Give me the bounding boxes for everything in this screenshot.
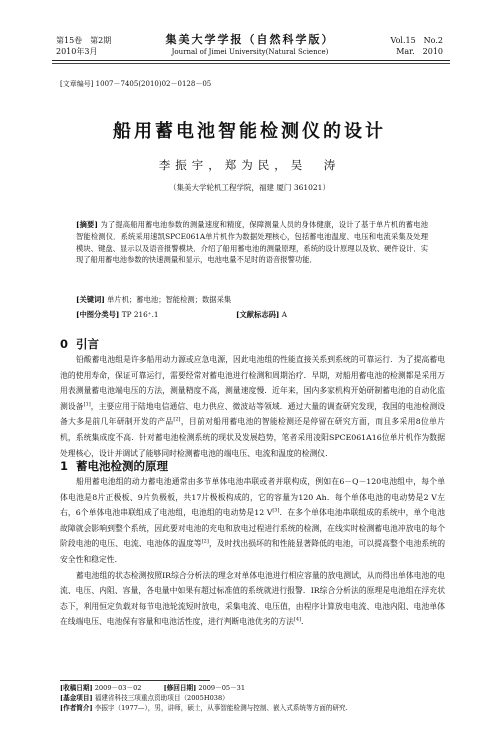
text-run: ． bbox=[301, 617, 309, 627]
section-heading-principle bbox=[60, 458, 168, 474]
keywords-label: [关键词] bbox=[76, 295, 105, 304]
authors: 李振宇，郑为民，吴 涛 bbox=[158, 158, 341, 172]
document-code bbox=[236, 310, 287, 320]
header-rule-thin bbox=[52, 63, 450, 64]
text-run: ．在多个单体电池串联组成的系统中，单个电池故障就会影响到整个系统，因此要对电池的充电和放电过程进行系统的检测，在线实时检测蓄电池冲放电的每个阶段电池的电压、电流、电池体的温度等 bbox=[60, 508, 445, 549]
fund-text: 福建省科技三项重点资助项目（2005H038） bbox=[94, 694, 229, 702]
fund-label: [基金项目] bbox=[60, 694, 93, 702]
journal-header bbox=[130, 33, 370, 57]
journal-title-en: Journal of Jimei University(Natural Science) bbox=[171, 48, 329, 56]
doc-code-value: A bbox=[281, 310, 287, 319]
section-number: 0 bbox=[60, 337, 69, 351]
revised-label: [修回日期] bbox=[163, 684, 197, 692]
keywords bbox=[76, 295, 231, 305]
journal-title-cn: 集美大学学报（自然科学版） bbox=[165, 33, 335, 46]
section-title: 蓄电池检测的原理 bbox=[76, 459, 168, 473]
citation: [3] bbox=[272, 507, 280, 514]
received-label: [收稿日期] bbox=[60, 684, 93, 692]
author-bio-label: [作者简介] bbox=[60, 704, 93, 712]
keywords-text: 单片机；蓄电池；智能检测；数据采集 bbox=[107, 295, 232, 304]
section-heading-intro bbox=[60, 336, 99, 352]
received-date: 2009－03－02 bbox=[94, 684, 142, 692]
footnotes bbox=[60, 683, 445, 713]
citation: [4] bbox=[293, 616, 301, 623]
paragraph bbox=[60, 352, 445, 461]
section-number: 1 bbox=[60, 459, 69, 473]
abstract-text: 为了提高船用蓄电池参数的测量速度和精度，保障测量人员的身体健康，设计了基于单片机的蓄电池智能检测仪．系统采用速凯SPCE061A单片机作为数据处理核心，包括蓄电池温度、电压和电流采集及处理模块、键盘、显示以及语音报警模块．介绍了船用蓄电池的测量原理，系统的设计原理以及软、硬件设计．实现了船用蓄电池参数的快速测量和显示，电池电量不足时的语音报警功能． bbox=[76, 220, 429, 265]
affiliation: （集美大学轮机工程学院，福建 厦门 361021） bbox=[169, 183, 330, 192]
text-run: ，及时找出损坏的和性能显著降低的电池，可以提高整个电池系统的安全性和稳定性． bbox=[60, 539, 446, 564]
header-left bbox=[56, 35, 111, 57]
footnote-rule bbox=[60, 680, 210, 681]
clc-number bbox=[76, 310, 159, 320]
citation: [2] bbox=[173, 416, 181, 423]
footnote-author bbox=[60, 703, 445, 713]
paper-title: 船用蓄电池智能检测仪的设计 bbox=[113, 121, 386, 142]
citation: [2] bbox=[201, 538, 209, 545]
volume-issue-en: Vol.15 No.2 bbox=[390, 36, 443, 45]
intro-body bbox=[60, 352, 445, 461]
date-cn: 2010年3月 bbox=[56, 47, 98, 56]
paragraph bbox=[60, 474, 445, 568]
clc-value: TP 216⁺.1 bbox=[121, 310, 159, 319]
section-title: 引言 bbox=[76, 337, 99, 351]
date-en: Mar. 2010 bbox=[396, 47, 443, 56]
paragraph bbox=[60, 568, 445, 630]
text-run: 船用蓄电池组的动力蓄电池通常由多节单体电池串联或者并联构成，例如在6－Q－120电池组中，每个单体电池是8片正极板、9片负极板，共17片极板构成的，它的容量为120 Ah．每个单体电池的电动势是2 V左右，6个单体电池串联组成了电池组，电池组的电动势是12 V bbox=[60, 477, 445, 518]
abstract-label: [摘要] bbox=[76, 220, 98, 229]
citation: [1] bbox=[83, 401, 91, 408]
abstract bbox=[76, 219, 428, 266]
text-run: ，主要应用于陆地电信通信、电力供应、微波站等领域．通过大量的调查研究发现，我国的电池检测设备大多是前几年研制开发的产品 bbox=[60, 401, 446, 427]
text-run: 蓄电池组的状态检测按照IR综合分析法的理念对单体电池进行相应容量的放电测试，从而得出单体电池的电流、电压、内阻、容量，各电量中如果有超过标准值的系统就进行报警．IR综合分析法的原理是电池组在浮充状态下，利用恒定负载对每节电池轮流短时放电，采集电流、电压值，由程序计算放电电流、电池内阻、电池单体在线端电压、电池保有容量和电池活性度，进行判断电池优劣的方法 bbox=[60, 570, 445, 627]
text-run: ，目前对船用蓄电池的智能检测还是停留在研究方面，而且多采用8位单片机，系统集成度不高．针对蓄电池检测系统的现状及发展趋势，笔者采用凌阳SPCE061A16位单片机作为数据处理核心，设计并调试了能够同时检测蓄电池的端电压、电流和温度的检测仪． bbox=[60, 417, 446, 458]
author-bio-text: 李振宇（1977—），男，讲师，硕士，从事智能检测与控制、嵌入式系统等方面的研究. bbox=[94, 704, 348, 712]
clc-label: [中图分类号] bbox=[76, 310, 120, 319]
article-number: [文章编号] 1007－7405(2010)02－0128－05 bbox=[60, 80, 212, 88]
footnote-dates bbox=[60, 683, 445, 693]
text-run: 铅酸蓄电池组是许多船用动力源或应急电源，因此电池组的性能直接关系到系统的可靠运行．为了提高蓄电池的使用寿命，保证可靠运行，需要经常对蓄电池进行检测和周期治疗．早期，对船用蓄电池的检测都是采用万用表测量蓄电池端电压的方法，测量精度不高，测量速度慢．近年来，国内多家机构开始研制蓄电池的自动化监测设备 bbox=[60, 355, 445, 411]
revised-date: 2009－05－31 bbox=[198, 684, 246, 692]
header-rule bbox=[52, 60, 450, 61]
principle-body bbox=[60, 474, 445, 630]
header-right bbox=[391, 35, 443, 57]
doc-code-label: [文献标志码] bbox=[236, 310, 280, 319]
volume-issue: 第15卷 第2期 bbox=[56, 36, 112, 45]
footnote-fund bbox=[60, 693, 445, 703]
